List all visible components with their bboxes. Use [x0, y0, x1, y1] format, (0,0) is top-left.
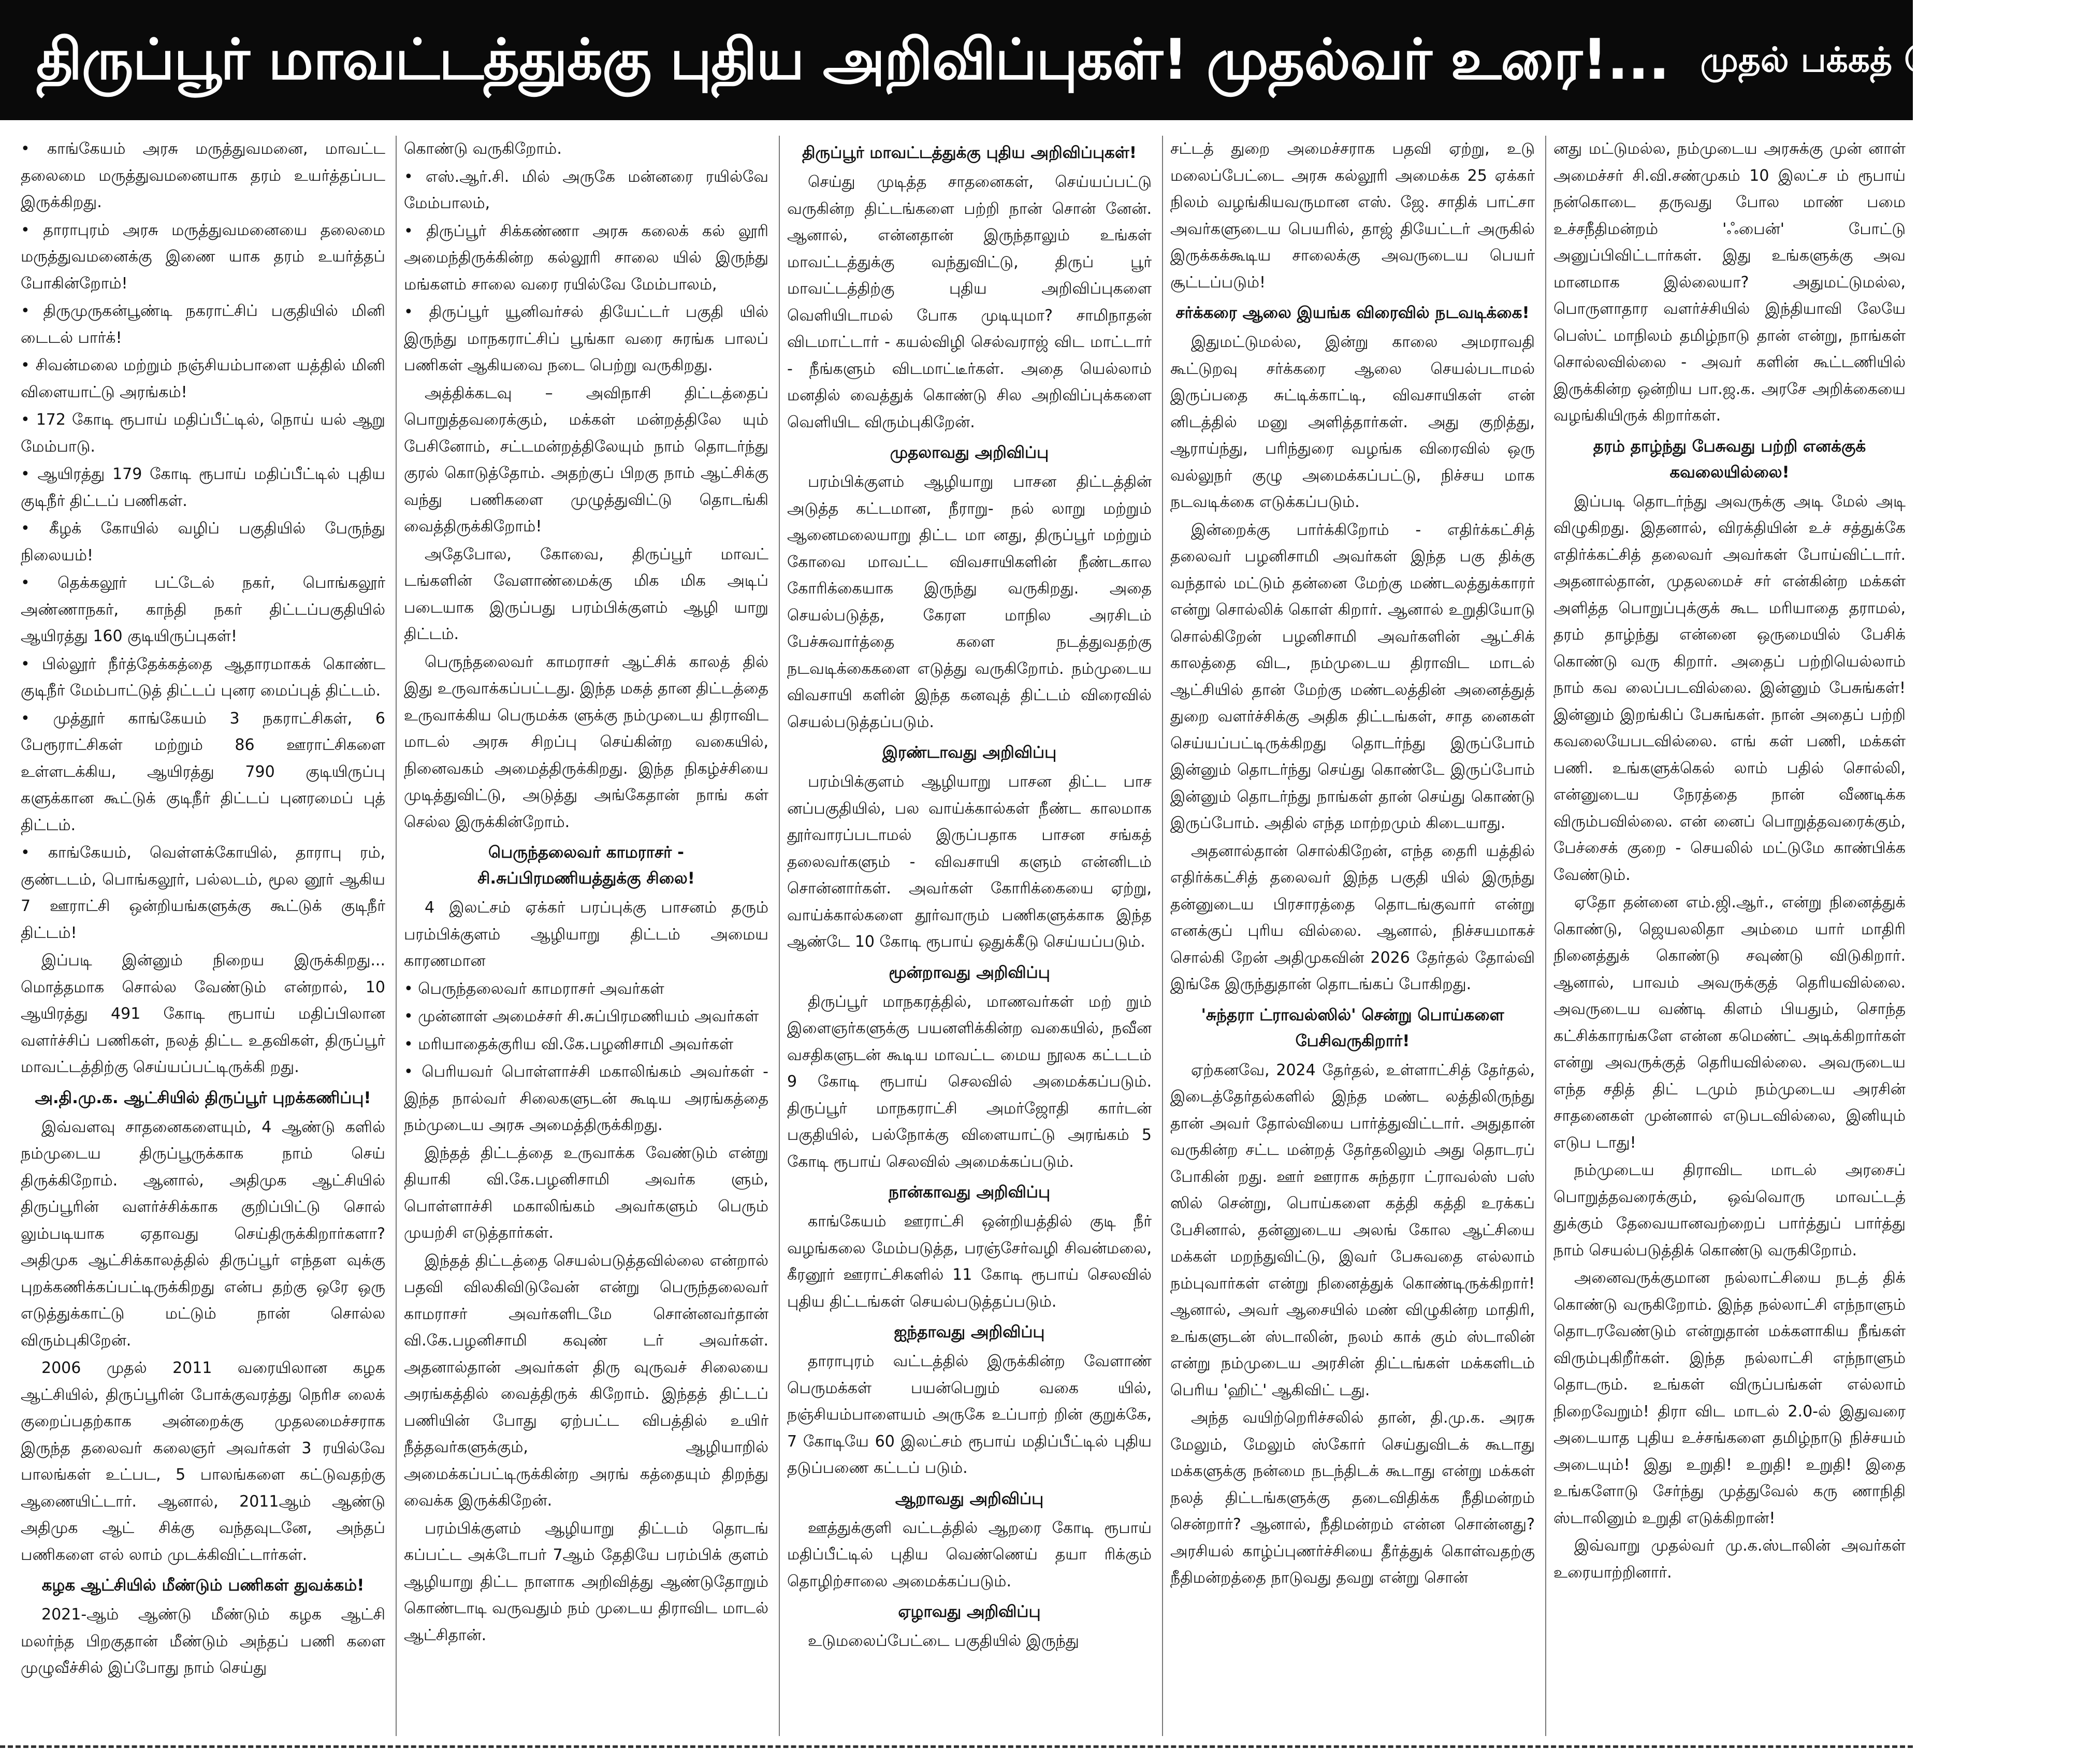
paragraph: அதேபோல, கோவை, திருப்பூர் மாவட் டங்களின் வேளாண்மைக்கு மிக மிக அடிப் படையாக இருப்பது பரம்பிக்குளம் ஆழி யாறு திட்டம். — [404, 545, 768, 643]
paragraph: பெருந்தலைவர் காமராசர் ஆட்சிக் காலத் தில் இது உருவாக்கப்பட்டது. இந்த மகத் தான திட்டத்தை உருவாக்கிய பெருமக்க ளுக்கு நம்முடைய திராவிட மாடல் அரசு சிறப்பு செய்கின்ற வகையில், நினைவகம் அமைத்திருக்கிறது. இந்த நிகழ்ச்சியை முடித்துவிட்டு, அடுத்து அங்கேதான் நாங் கள் செல்ல இருக்கின்றோம். — [404, 653, 768, 831]
paragraph: இந்தத் திட்டத்தை உருவாக்க வேண்டும் என்று தியாகி வி.கே.பழனிசாமி அவர்க ளும், பொள்ளாச்சி மகாலிங்கம் அவர்களும் பெரும் முயற்சி எடுத்தார்கள். — [404, 1144, 768, 1242]
continued-paragraph: சட்டத் துறை அமைச்சராக பதவி ஏற்று, உடு மலைப்பேட்டை அரசு கல்லூரி அமைக்க 25 ஏக்கர் நிலம் வழங்கியவருமான எஸ். ஜே. சாதிக் பாட்சா அவர்களுடைய பெயரில், தாஜ் தியேட்டர் அருகில் இருக்கக்கூடிய சாலைக்கு அவருடைய பெயர் சூட்டப்படும்! — [1170, 140, 1535, 292]
paragraph: நம்முடைய திராவிட மாடல் அரசைப் பொறுத்தவரைக்கும், ஒவ்வொரு மாவட்டத் துக்கும் தேவையானவற்றைப் பார்த்துப் பார்த்து நாம் செயல்படுத்திக் கொண்டு வருகிறோம். — [1553, 1161, 1906, 1260]
bullet-item: • காங்கேயம், வெள்ளக்கோயில், தாராபு ரம், குண்டடம், பொங்கலூர், பல்லடம், மூல னூர் ஆகிய 7 ஊராட்சி ஒன்றியங்களுக்கு கூட்டுக் குடிநீர் திட்டம்! — [21, 844, 385, 942]
bullet-item: • பில்லூர் நீர்த்தேக்கத்தை ஆதாரமாகக் கொண்ட குடிநீர் மேம்பாட்டுத் திட்டப் புனர மைப்புத் திட்டம். — [21, 655, 385, 700]
paragraph: இவ்வாறு முதல்வர் மு.க.ஸ்டாலின் அவர்கள் உரையாற்றினார். — [1553, 1537, 1906, 1582]
column-divider — [396, 136, 397, 1736]
section-heading: தரம் தாழ்ந்து பேசுவது பற்றி எனக்குக் கவலையில்லை! — [1593, 437, 1866, 482]
section-heading: பெருந்தலைவர் காமராசர் - சி.சுப்பிரமணியத்துக்கு சிலை! — [477, 843, 695, 888]
bullet-item: • திருப்பூர் சிக்கண்ணா அரசு கலைக் கல் லூரி அமைந்திருக்கின்ற கல்லூரி சாலை யில் இருந்து மங்களம் சாலை வரை ரயில்வே மேம்பாலம், — [404, 222, 768, 294]
paragraph: ஊத்துக்குளி வட்டத்தில் ஆறரை கோடி ரூபாய் மதிப்பீட்டில் புதிய வெண்ணெய் தயா ரிக்கும் தொழிற்சாலை அமைக்கப்படும். — [787, 1519, 1152, 1591]
paragraph: செய்து முடித்த சாதனைகள், செய்யப்பட்டு வருகின்ற திட்டங்களை பற்றி நான் சொன் னேன். ஆனால், என்னதான் இருந்தாலும் உங்கள் மாவட்டத்துக்கு வந்துவிட்டு, திருப் பூர் மாவட்டத்திற்கு புதிய அறிவிப்புகளை வெளியிடாமல் போக முடியுமா? சாமிநாதன் விடமாட்டார் - கயல்விழி செல்வராஜ் விட மாட்டார் - நீங்களும் விடமாட்டீர்கள். அதை யெல்லாம் மனதில் வைத்துக் கொண்டு சில அறிவிப்புக்களை வெளியிட விரும்புகிறேன். — [787, 173, 1152, 431]
paragraph: இப்படி இன்னும் நிறைய இருக்கிறது... மொத்தமாக சொல்ல வேண்டும் என்றால், 10 ஆயிரத்து 491 கோடி ரூபாய் மதிப்பிலான வளர்ச்சிப் பணிகள், நலத் திட்ட உதவிகள், திருப்பூர் மாவட்டத்திற்கு செய்யப்பட்டிருக்கி றது. — [21, 951, 385, 1076]
section-heading: சர்க்கரை ஆலை இயங்க விரைவில் நடவடிக்கை! — [1175, 303, 1530, 322]
paragraph: இவ்வளவு சாதனைகளையும், 4 ஆண்டு களில் நம்முடைய திருப்பூருக்காக நாம் செய் திருக்கிறோம். ஆனால், அதிமுக ஆட்சியில் திருப்பூரின் வளர்ச்சிக்காக குறிப்பிட்டு சொல் லும்படியாக ஏதாவது செய்திருக்கிறார்களா? அதிமுக ஆட்சிக்காலத்தில் திருப்பூர் எந்தள வுக்கு புறக்கணிக்கப்பட்டிருக்கிறது என்ப தற்கு ஒரே ஒரு எடுத்துக்காட்டு மட்டும் நான் சொல்ல விரும்புகிறேன். — [21, 1118, 385, 1350]
bullet-item: • எஸ்.ஆர்.சி. மில் அருகே மன்னரை ரயில்வே மேம்பாலம், — [404, 167, 768, 212]
section-heading: கழக ஆட்சியில் மீண்டும் பணிகள் துவக்கம்! — [41, 1576, 365, 1595]
bullet-item: • காங்கேயம் அரசு மருத்துவமனை, மாவட்ட தலைமை மருத்துவமனையாக தரம் உயர்த்தப்பட இருக்கிறது. — [21, 140, 385, 211]
paragraph: தாராபுரம் வட்டத்தில் இருக்கின்ற வேளாண் பெருமக்கள் பயன்பெறும் வகை யில், நஞ்சியம்பாளையம் அருகே உப்பாற் றின் குறுக்கே, 7 கோடியே 60 இலட்சம் ரூபாய் மதிப்பீட்டில் புதிய தடுப்பணை கட்டப் படும். — [787, 1352, 1152, 1477]
paragraph: இன்றைக்கு பார்க்கிறோம் - எதிர்க்கட்சித் தலைவர் பழனிசாமி அவர்கள் இந்த பகு திக்கு வந்தால் மட்டும் தன்னை மேற்கு மண்டலத்துக்காரர் என்று சொல்லிக் கொள் கிறார். ஆனால் உறுதியோடு சொல்கிறேன் பழனிசாமி அவர்களின் ஆட்சிக் காலத்தை விட, நம்முடைய திராவிட மாடல் ஆட்சியில் தான் மேற்கு மண்டலத்தின் அனைத்துத் துறை வளர்ச்சிக்கு அதிக திட்டங்கள், சாத னைகள் செய்யப்பட்டிருக்கிறது தொடர்ந்து இருப்போம் இன்னும் தொடர்ந்து செய்து கொண்டே இருப்போம் இன்னும் தொடர்ந்து நாங்கள் தான் செய்து கொண்டு இருப்போம். அதில் எந்த மாற்றமும் கிடையாது. — [1170, 520, 1535, 832]
headline-banner — [0, 0, 2077, 120]
paragraph: 2006 முதல் 2011 வரையிலான கழக ஆட்சியில், திருப்பூரின் போக்குவரத்து நெரிச லைக் குறைப்பதற்காக அன்றைக்கு முதலமைச்சராக இருந்த தலைவர் கலைஞர் அவர்கள் 3 ரயில்வே பாலங்கள் உட்பட, 5 பாலங்களை கட்டுவதற்கு ஆணையிட்டார். ஆனால், 2011ஆம் ஆண்டு அதிமுக ஆட் சிக்கு வந்தவுடனே, அந்தப் பணிகளை எல் லாம் முடக்கிவிட்டார்கள். — [21, 1359, 385, 1564]
paragraph: அனைவருக்குமான நல்லாட்சியை நடத் திக் கொண்டு வருகிறோம். இந்த நல்லாட்சி எந்நாளும் தொடரவேண்டும் என்றுதான் மக்களாகிய நீங்கள் விரும்புகிறீர்கள். இந்த நல்லாட்சி எந்நாளும் தொடரும். உங்கள் விருப்பங்கள் எல்லாம் நிறைவேறும்! திரா விட மாடல் 2.0-ல் இதுவரை அடையாத புதிய உச்சங்களை தமிழ்நாடு நிச்சயம் அடையும்! இது உறுதி! உறுதி! உறுதி! இதை உங்களோடு சேர்ந்து முத்துவேல் கரு ணாநிதி ஸ்டாலினும் உறுதி எடுக்கிறான்! — [1553, 1269, 1906, 1527]
page-bottom-rule — [0, 1745, 1913, 1748]
section-heading: ஆறாவது அறிவிப்பு — [895, 1489, 1044, 1508]
bullet-item: • ஆயிரத்து 179 கோடி ரூபாய் மதிப்பீட்டில் புதிய குடிநீர் திட்டப் பணிகள். — [21, 465, 385, 510]
bullet-item: • திருப்பூர் யூனிவர்சல் தியேட்டர் பகுதி யில் இருந்து மாநகராட்சிப் பூங்கா வரை சுரங்க பாலப் பணிகள் ஆகியவை நடை பெற்று வருகிறது. — [404, 303, 768, 374]
paragraph: அத்திக்கடவு – அவிநாசி திட்டத்தைப் பொறுத்தவரைக்கும், மக்கள் மன்றத்திலே யும் பேசினோம், சட்டமன்றத்திலேயும் நாம் தொடர்ந்து குரல் கொடுத்தோம். அதற்குப் பிறகு நாம் ஆட்சிக்கு வந்து பணிகளை முழுத்துவிட்டு தொடங்கி வைத்திருக்கிறோம்! — [404, 384, 768, 536]
column-divider — [1545, 136, 1546, 1736]
paragraph: பரம்பிக்குளம் ஆழியாறு பாசன திட்ட பாச னப்பகுதியில், பல வாய்க்கால்கள் நீண்ட காலமாக தூர்வாரப்படாமல் இருப்பதாக பாசன சங்கத் தலைவர்களும் - விவசாயி களும் என்னிடம் சொன்னார்கள். அவர்கள் கோரிக்கையை ஏற்று, வாய்க்கால்களை தூர்வாரும் பணிகளுக்காக இந்த ஆண்டே 10 கோடி ரூபாய் ஒதுக்கீடு செய்யப்படும். — [787, 773, 1152, 951]
column-divider — [779, 136, 780, 1736]
bullet-item: • சிவன்மலை மற்றும் நஞ்சியம்பாளை யத்தில் மினி விளையாட்டு அரங்கம்! — [21, 356, 385, 401]
paragraph: பரம்பிக்குளம் ஆழியாறு திட்டம் தொடங் கப்பட்ட அக்டோபர் 7ஆம் தேதியே பரம்பிக் குளம் ஆழியாறு திட்ட நாளாக அறிவித்து ஆண்டுதோறும் கொண்டாடி வருவதும் நம் முடைய திராவிட மாடல் ஆட்சிதான். — [404, 1519, 768, 1644]
section-heading: ஏழாவது அறிவிப்பு — [898, 1602, 1041, 1621]
bullet-item: • தெக்கலூர் பட்டேல் நகர், பொங்கலூர் அண்ணாநகர், காந்தி நகர் திட்டப்பகுதியில் ஆயிரத்து 160 குடியிருப்புகள்! — [21, 574, 385, 645]
bullet-item: • மரியாதைக்குரிய வி.கே.பழனிசாமி அவர்கள் — [404, 1035, 734, 1053]
paragraph: பரம்பிக்குளம் ஆழியாறு பாசன திட்டத்தின் அடுத்த கட்டமான, நீராறு- நல் லாறு மற்றும் ஆனைமலையாறு திட்ட மா னது, திருப்பூர் மற்றும் கோவை மாவட்ட விவசாயிகளின் நீண்டகால கோரிக்கையாக இருந்து வருகிறது. அதை செயல்படுத்த, கேரள மாநில அரசிடம் பேச்சுவார்த்தை களை நடத்துவதற்கு நடவடிக்கைகளை எடுத்து வருகிறோம். நம்முடைய விவசாயி களின் இந்த கனவுத் திட்டம் விரைவில் செயல்படுத்தப்படும். — [787, 473, 1152, 731]
bullet-item: • பெரியவர் பொள்ளாச்சி மகாலிங்கம் அவர்கள் - இந்த நால்வர் சிலைகளுடன் கூடிய அரங்கத்தை நம்முடைய அரசு அமைத்திருக்கிறது. — [404, 1063, 768, 1134]
paragraph: அதனால்தான் சொல்கிறேன், எந்த தைரி யத்தில் எதிர்க்கட்சித் தலைவர் இந்த பகுதி யில் இருந்து தன்னுடைய பிரசாரத்தை தொடங்குவார் என்று எனக்குப் புரிய வில்லை. ஆனால், நிச்சயமாகச் சொல்கி றேன் அதிமுகவின் 2026 தேர்தல் தோல்வி இங்கே இருந்துதான் தொடங்கப் போகிறது. — [1170, 842, 1535, 993]
paragraph: ஏற்கனவே, 2024 தேர்தல், உள்ளாட்சித் தேர்தல், இடைத்தேர்தல்களில் இந்த மண்ட லத்திலிருந்து தான் அவர் தோல்வியை பார்த்துவிட்டார். அதுதான் வருகின்ற சட்ட மன்றத் தேர்தலிலும் அது தொடரப் போகின் றது. ஊர் ஊராக சுந்தரா ட்ராவல்ஸ் பஸ் ஸில் சென்று, பொய்களை கத்தி கத்தி உரக்கப் பேசினால், தன்னுடைய அலங் கோல ஆட்சியை மக்கள் மறந்துவிட்டு, இவர் பேசுவதை எல்லாம் நம்புவார்கள் என்று நினைத்துக் கொண்டிருக்கிறார்! ஆனால், அவர் ஆசையில் மண் விழுகின்ற மாதிரி, உங்களுடன் ஸ்டாலின், நலம் காக் கும் ஸ்டாலின் என்று நம்முடைய அரசின் திட்டங்கள் மக்களிடம் பெரிய 'ஹிட்' ஆகிவிட் டது. — [1170, 1061, 1535, 1399]
bullet-item: • பெருந்தலைவர் காமராசர் அவர்கள் — [404, 979, 664, 998]
paragraph: ஏதோ தன்னை எம்.ஜி.ஆர்., என்று நினைத்துக் கொண்டு, ஜெயலலிதா அம்மை யார் மாதிரி நினைத்துக் கொண்டு சவுண்டு விடுகிறார். ஆனால், பாவம் அவருக்குத் தெரியவில்லை. அவருடைய வண்டி கிளம் பியதும், சொந்த கட்சிக்காரங்களே என்ன கமெண்ட் அடிக்கிறார்கள் என்று அவருக்குத் தெரியவில்லை. அவருடைய எந்த சதித் திட் டமும் நம்முடைய அரசின் சாதனைகள் முன்னால் எடுபடவில்லை, இனியும் எடுப டாது! — [1553, 893, 1906, 1152]
article-column-2 — [404, 136, 768, 1736]
section-heading: இரண்டாவது அறிவிப்பு — [882, 743, 1057, 762]
paragraph: இப்படி தொடர்ந்து அவருக்கு அடி மேல் அடி விழுகிறது. இதனால், விரக்தியின் உச் சத்துக்கே எதிர்க்கட்சித் தலைவர் அவர்கள் போய்விட்டார். அதனால்தான், முதலமைச் சர் என்கின்ற மக்கள் அளித்த பொறுப்புக்குக் கூட மரியாதை தராமல், தரம் தாழ்ந்து என்னை ஒருமையில் பேசிக் கொண்டு வரு கிறார். அதைப் பற்றியெல்லாம் நாம் கவ லைப்படவில்லை. இன்னும் பேசுங்கள்! இன்னும் இறங்கிப் பேசுங்கள். நான் அதைப் பற்றி கவலையேபடவில்லை. எங் கள் பணி, மக்கள் பணி. உங்களுக்கெல் லாம் பதில் சொல்லி, என்னுடைய நேரத்தை நான் வீணடிக்க விரும்பவில்லை. என் னைப் பொறுத்தவரைக்கும், பேச்சைக் குறை - செயலில் மட்டுமே காண்பிக்க வேண்டும். — [1553, 492, 1906, 884]
continued-paragraph: கொண்டு வருகிறோம். — [404, 140, 562, 158]
section-heading: மூன்றாவது அறிவிப்பு — [889, 963, 1050, 982]
bullet-item: • முன்னாள் அமைச்சர் சி.சுப்பிரமணியம் அவர்கள் — [404, 1007, 759, 1025]
paragraph: இதுமட்டுமல்ல, இன்று காலை அமராவதி கூட்டுறவு சர்க்கரை ஆலை செயல்படாமல் இருப்பதை சுட்டிக்காட்டி, விவசாயிகள் என் னிடத்தில் மனு அளித்தார்கள். அது குறித்து, ஆராய்ந்து, பரிந்துரை வழங்க விரைவில் ஒரு வல்லுநர் குழு அமைக்கப்பட்டு, நிச்சய மாக நடவடிக்கை எடுக்கப்படும். — [1170, 333, 1535, 511]
paragraph: 2021-ஆம் ஆண்டு மீண்டும் கழக ஆட்சி மலர்ந்த பிறகுதான் மீண்டும் அந்தப் பணி களை முழுவீச்சில் இப்போது நாம் செய்து — [21, 1606, 385, 1677]
section-heading: ஐந்தாவது அறிவிப்பு — [894, 1323, 1045, 1341]
paragraph: உடுமலைப்பேட்டை பகுதியில் இருந்து — [808, 1632, 1079, 1650]
section-heading: 'சுந்தரா ட்ராவல்ஸில்' சென்று பொய்களை பேசிவருகிறார்! — [1201, 1005, 1504, 1050]
article-column-3 — [787, 136, 1152, 1736]
paragraph: திருப்பூர் மாநகரத்தில், மாணவர்கள் மற் றும் இளைஞர்களுக்கு பயனளிக்கின்ற வகையில், நவீன வசதிகளுடன் கூடிய மாவட்ட மைய நூலக கட்டடம் 9 கோடி ரூபாய் செலவில் அமைக்கப்படும். திருப்பூர் மாநகராட்சி அமர்ஜோதி கார்டன் பகுதியில், பல்நோக்கு விளையாட்டு அரங்கம் 5 கோடி ரூபாய் செலவில் அமைக்கப்படும். — [787, 992, 1152, 1171]
column-divider — [1162, 136, 1163, 1736]
article-column-5 — [1553, 136, 1906, 1736]
article-column-4 — [1170, 136, 1535, 1736]
headline-continuation-label: முதல் பக்கத் தொடர்ச்சி! — [1700, 40, 2077, 80]
paragraph: இந்தத் திட்டத்தை செயல்படுத்தவில்லை என்றால் பதவி விலகிவிடுவேன் என்று பெருந்தலைவர் காமராசர் அவர்களிடமே சொன்னவர்தான் வி.கே.பழனிசாமி கவுண் டர் அவர்கள். அதனால்தான் அவர்கள் திரு வுருவச் சிலையை அரங்கத்தில் வைத்திருக் கிறோம். இந்தத் திட்டப் பணியின் போது ஏற்பட்ட விபத்தில் உயிர் நீத்தவர்களுக்கும், ஆழியாறில் அமைக்கப்பட்டிருக்கின்ற அரங் கத்தையும் திறந்து வைக்க இருக்கிறேன். — [404, 1251, 768, 1510]
paragraph: அந்த வயிற்றெரிச்சலில் தான், தி.மு.க. அரசு மேலும், மேலும் ஸ்கோர் செய்துவிடக் கூடாது மக்களுக்கு நன்மை நடந்திடக் கூடாது என்று மக்கள் நலத் திட்டங்களுக்கு தடைவிதிக்க நீதிமன்றம் சென்றார்? ஆனால், நீதிமன்றம் என்ன சொன்னது? அரசியல் காழ்ப்புணர்ச்சியை தீர்த்துக் கொள்வதற்கு நீதிமன்றத்தை நாடுவது தவறு என்று சொன் — [1170, 1409, 1535, 1587]
paragraph: 4 இலட்சம் ஏக்கர் பரப்புக்கு பாசனம் தரும் பரம்பிக்குளம் ஆழியாறு திட்டம் அமைய காரணமான — [404, 899, 768, 970]
section-heading: முதலாவது அறிவிப்பு — [890, 443, 1049, 462]
section-heading: நான்காவது அறிவிப்பு — [888, 1183, 1051, 1202]
article-column-1 — [21, 136, 385, 1736]
section-heading: அ.தி.மு.க. ஆட்சியில் திருப்பூர் புறக்கணிப்பு! — [35, 1088, 371, 1107]
bullet-item: • முத்தூர் காங்கேயம் 3 நகராட்சிகள், 6 பேரூராட்சிகள் மற்றும் 86 ஊராட்சிகளை உள்ளடக்கிய, ஆயிரத்து 790 குடியிருப்பு களுக்கான கூட்டுக் குடிநீர் திட்டப் புனரமைப் புத் திட்டம். — [21, 709, 385, 834]
bullet-item: • திருமுருகன்பூண்டி நகராட்சிப் பகுதியில் மினி டைடல் பார்க்! — [21, 302, 385, 347]
bullet-item: • தாராபுரம் அரசு மருத்துவமனையை தலைமை மருத்துவமனைக்கு இணை யாக தரம் உயர்த்தப் போகின்றோம்! — [21, 221, 385, 293]
bullet-item: • 172 கோடி ரூபாய் மதிப்பீட்டில், நொய் யல் ஆறு மேம்பாடு. — [21, 411, 385, 456]
bullet-item: • கீழக் கோயில் வழிப் பகுதியில் பேருந்து நிலையம்! — [21, 519, 385, 565]
section-heading: திருப்பூர் மாவட்டத்துக்கு புதிய அறிவிப்புகள்! — [802, 143, 1137, 162]
headline-title: திருப்பூர் மாவட்டத்துக்கு புதிய அறிவிப்புகள்! முதல்வர் உரை!... — [36, 27, 1669, 92]
paragraph: காங்கேயம் ஊராட்சி ஒன்றியத்தில் குடி நீர் வழங்கலை மேம்படுத்த, பரஞ்சேர்வழி சிவன்மலை, கீரனூர் ஊராட்சிகளில் 11 கோடி ரூபாய் செலவில் புதிய திட்டங்கள் செயல்படுத்தப்படும். — [787, 1212, 1152, 1311]
continued-paragraph: னது மட்டுமல்ல, நம்முடைய அரசுக்கு முன் னாள் அமைச்சர் சி.வி.சண்முகம் 10 இலட்ச ம் ரூபாய் நன்கொடை தருவது போல மாண் பமை உச்சநீதிமன்றம் 'ஃபைன்' போட்டு அனுப்பிவிட்டார்கள். இது உங்களுக்கு அவ மானமாக இல்லையா? அதுமட்டுமல்ல, பொருளாதார வளர்ச்சியில் இந்தியாவி லேயே பெஸ்ட் மாநிலம் தமிழ்நாடு தான் என்று, நாங்கள் சொல்லவில்லை - அவர் களின் கூட்டணியில் இருக்கின்ற ஒன்றிய பா.ஜ.க. அரசே அறிக்கையை வழங்கியிருக் கிறார்கள். — [1553, 140, 1906, 425]
